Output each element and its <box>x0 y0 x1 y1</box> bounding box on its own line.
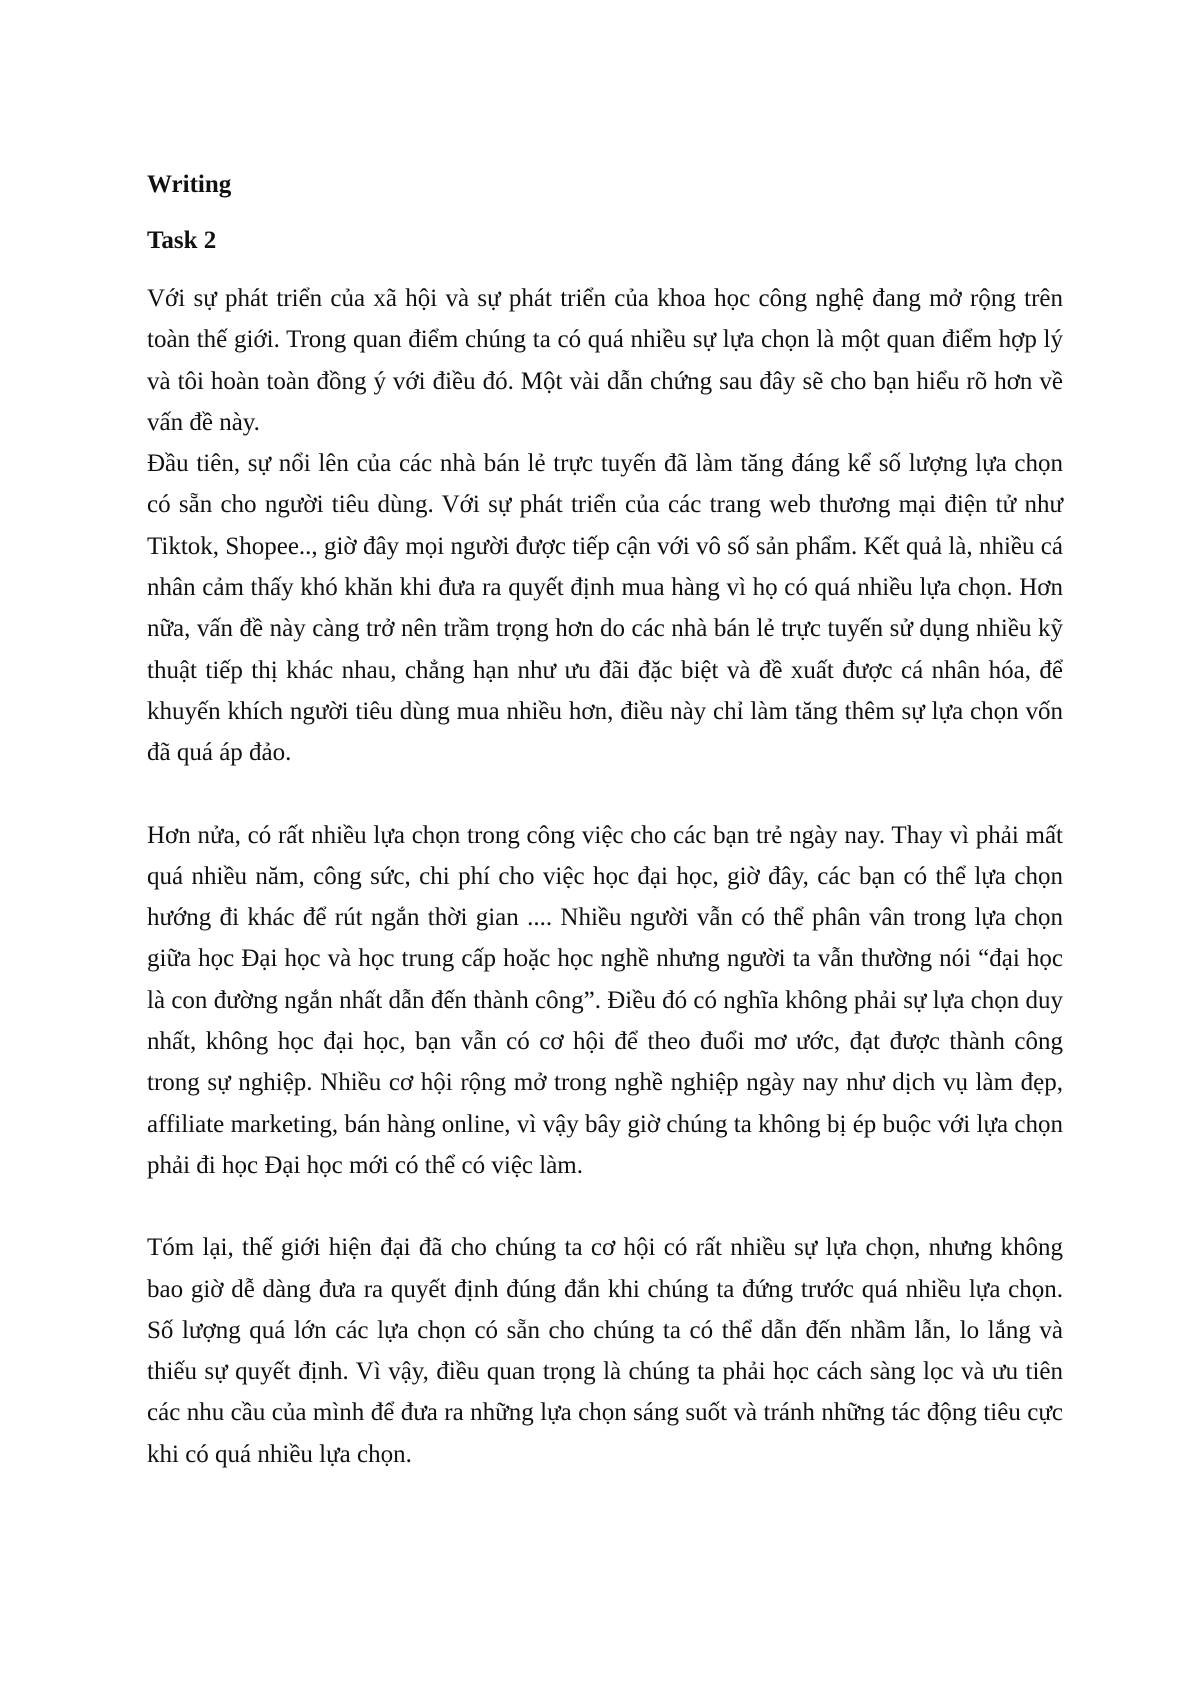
paragraph-spacer <box>147 774 1063 815</box>
paragraph-conclusion: Tóm lại, thế giới hiện đại đã cho chúng ta cơ hội có rất nhiều sự lựa chọn, nhưng không bao giờ dễ dàng đưa ra quyết định đúng đắn khi chúng ta đứng trước quá nhiều lựa chọn. Số lượng quá lớn các lựa chọn có sẵn cho chúng ta có thể dẫn đến nhầm lẫn, lo lắng và thiếu sự quyết định. Vì vậy, điều quan trọng là chúng ta phải học cách sàng lọc và ưu tiên các nhu cầu của mình để đưa ra những lựa chọn sáng suốt và tránh những tác động tiêu cực khi có quá nhiều lựa chọn. <box>147 1234 1063 1468</box>
paragraph-body-2: Hơn nửa, có rất nhiều lựa chọn trong công việc cho các bạn trẻ ngày nay. Thay vì phải mất quá nhiều năm, công sức, chi phí cho việc học đại học, giờ đây, các bạn có thể lựa chọn hướng đi khác để rút ngắn thời gian .... Nhiều người vẫn có thể phân vân trong lựa chọn giữa học Đại học và học trung cấp hoặc học nghề nhưng người ta vẫn thường nói “đại học là con đường ngắn nhất dẫn đến thành công”. Điều đó có nghĩa không phải sự lựa chọn duy nhất, không học đại học, bạn vẫn có cơ hội để theo đuổi mơ ước, đạt được thành công trong sự nghiệp. Nhiều cơ hội rộng mở trong nghề nghiệp ngày nay như dịch vụ làm đẹp, affiliate marketing, bán hàng online, vì vậy bây giờ chúng ta không bị ép buộc với lựa chọn phải đi học Đại học mới có thể có việc làm. <box>147 821 1063 1179</box>
paragraph-body-1: Đầu tiên, sự nổi lên của các nhà bán lẻ trực tuyến đã làm tăng đáng kể số lượng lựa chọn có sẵn cho người tiêu dùng. Với sự phát triển của các trang web thương mại điện tử như Tiktok, Shopee.., giờ đây mọi người được tiếp cận với vô số sản phẩm. Kết quả là, nhiều cá nhân cảm thấy khó khăn khi đưa ra quyết định mua hàng vì họ có quá nhiều lựa chọn. Hơn nữa, vấn đề này càng trở nên trầm trọng hơn do các nhà bán lẻ trực tuyến sử dụng nhiều kỹ thuật tiếp thị khác nhau, chẳng hạn như ưu đãi đặc biệt và đề xuất được cá nhân hóa, để khuyến khích người tiêu dùng mua nhiều hơn, điều này chỉ làm tăng thêm sự lựa chọn vốn đã quá áp đảo. <box>147 450 1063 767</box>
document-title: Writing <box>147 171 232 198</box>
document-subtitle: Task 2 <box>147 227 217 254</box>
document-body <box>147 168 1063 1475</box>
paragraph-intro: Với sự phát triển của xã hội và sự phát triển của khoa học công nghệ đang mở rộng trên toàn thế giới. Trong quan điểm chúng ta có quá nhiều sự lựa chọn là một quan điểm hợp lý và tôi hoàn toàn đồng ý với điều đó. Một vài dẫn chứng sau đây sẽ cho bạn hiểu rõ hơn về vấn đề này. <box>147 285 1063 436</box>
paragraph-spacer <box>147 1186 1063 1227</box>
